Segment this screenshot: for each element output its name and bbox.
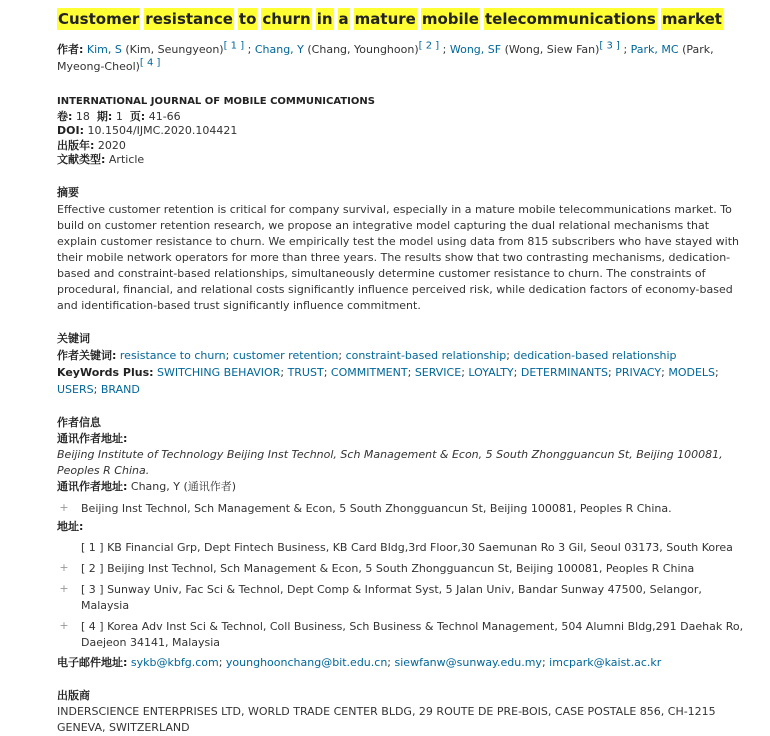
- keywords-plus-row: [57, 364, 750, 398]
- keyword-plus-link[interactable]: USERS: [57, 382, 94, 396]
- corr-label-2: 通讯作者地址:: [57, 479, 128, 493]
- source-info: [57, 95, 750, 168]
- publisher-text: INDERSCIENCE ENTERPRISES LTD, WORLD TRADE CENTER BLDG, 29 ROUTE DE PRE-BOIS, CASE POSTALE 856, CH-1215 GENEVA, SWITZERLAND: [57, 704, 716, 734]
- author-ref-link[interactable]: [ 3 ]: [599, 40, 620, 52]
- volume-value: 18: [75, 109, 90, 123]
- expand-plus-icon[interactable]: +: [59, 560, 69, 574]
- title-word: resistance: [145, 10, 233, 28]
- author-link[interactable]: Wong, SF: [449, 43, 502, 56]
- doctype-value: Article: [108, 153, 145, 166]
- corr-author-row: [57, 479, 750, 495]
- author-keyword-link[interactable]: resistance to churn: [119, 348, 226, 362]
- corr-label-1: 通讯作者地址:: [57, 431, 128, 445]
- abstract-heading: 摘要: [57, 185, 79, 199]
- doi-label: DOI:: [57, 124, 84, 137]
- email-label: 电子邮件地址:: [57, 655, 128, 669]
- author-ref-link[interactable]: [ 2 ]: [418, 40, 440, 52]
- author-info-heading: 作者信息: [57, 415, 101, 429]
- address-text: [ 4 ] Korea Adv Inst Sci & Technol, Coll Business, Sch Business & Technol Management, 504 Alumni Bldg,291 Daehak Ro, Daejeon 34141, Malaysia: [81, 619, 744, 649]
- address-label: 地址:: [57, 519, 84, 533]
- title-word: mobile: [421, 10, 479, 28]
- corr-address-1: Beijing Institute of Technology Beijing Inst Technol, Sch Management & Econ, 5 South Zhongguancun St, Beijing 100081, Peoples R China.: [57, 447, 723, 477]
- title-word: churn: [262, 10, 311, 28]
- doctype-label: 文献类型:: [57, 153, 106, 166]
- authors-label: 作者:: [57, 43, 84, 56]
- author-full-name: (Wong, Siew Fan): [504, 43, 600, 56]
- author-keyword-link[interactable]: constraint-based relationship: [345, 348, 507, 362]
- keyword-plus-link[interactable]: SERVICE: [414, 365, 462, 379]
- author-link[interactable]: Park, MC: [630, 43, 679, 56]
- doctype-row: [57, 153, 750, 168]
- year-row: [57, 139, 750, 154]
- volume-issue-pages: [57, 110, 750, 125]
- keyword-plus-link[interactable]: LOYALTY: [468, 365, 514, 379]
- author-link[interactable]: Chang, Y: [254, 43, 304, 56]
- journal-name: INTERNATIONAL JOURNAL OF MOBILE COMMUNICATIONS: [57, 96, 375, 107]
- author-ref-link[interactable]: [ 1 ]: [223, 40, 245, 52]
- author-keyword-link[interactable]: customer retention: [232, 348, 339, 362]
- author-link[interactable]: Kim, S: [86, 43, 122, 56]
- expand-plus-icon[interactable]: +: [59, 581, 69, 595]
- corr-author-name: Chang, Y (通讯作者): [130, 479, 237, 493]
- pages-label: 页:: [129, 109, 146, 123]
- author-full-name: (Park, Myeong-Cheol): [57, 43, 714, 73]
- keyword-plus-link[interactable]: TRUST: [287, 365, 324, 379]
- author-keyword-link[interactable]: dedication-based relationship: [513, 348, 677, 362]
- doi-value: 10.1504/IJMC.2020.104421: [87, 124, 238, 137]
- address-list: [57, 540, 750, 651]
- address-text: [ 2 ] Beijing Inst Technol, Sch Management & Econ, 5 South Zhongguancun St, Beijing 100081, Peoples R China: [81, 561, 695, 575]
- abstract-text: Effective customer retention is critical for company survival, especially in a mature mobile telecommunications market. To build on customer retention research, we propose an integrative model capturing the dual relational mechanisms that explain customer resistance to churn. We empirically test the model using data from 815 subscribers who have stayed with their mobile network operators for more than three years. The results show that two contrasting mechanisms, dedication-based and constraint-based relationships, simultaneously determine customer resistance to churn. The constraints of procedural, financial, and relational costs significantly influence perceived risk, while dedication factors of economy-based and identification-based trust significantly influence commitment.: [57, 202, 740, 312]
- email-link[interactable]: younghoonchang@bit.edu.cn: [225, 655, 388, 669]
- address-text: [ 1 ] KB Financial Grp, Dept Fintech Business, KB Card Bldg,3rd Floor,30 Saemunan Ro 3 Gil, Seoul 03173, South Korea: [81, 540, 733, 554]
- title-word: telecommunications: [484, 10, 656, 28]
- email-link[interactable]: imcpark@kaist.ac.kr: [549, 655, 662, 669]
- authors-list: Kim, S (Kim, Seungyeon)[ 1 ] ; Chang, Y (Chang, Younghoon)[ 2 ] ; Wong, SF (Wong, Siew Fan)[ 3 ] ; Park, MC (Park, Myeong-Cheol)[ 4 ]: [57, 40, 714, 73]
- title-word: market: [661, 10, 722, 28]
- keyword-plus-link[interactable]: DETERMINANTS: [520, 365, 609, 379]
- address-item: [57, 540, 750, 556]
- expand-plus-icon[interactable]: +: [59, 500, 69, 514]
- issue-label: 期:: [96, 109, 113, 123]
- author-full-name: (Kim, Seungyeon): [125, 43, 224, 56]
- keyword-plus-link[interactable]: MODELS: [668, 365, 716, 379]
- email-link[interactable]: siewfanw@sunway.edu.my: [394, 655, 542, 669]
- keywords-heading: 关键词: [57, 331, 90, 345]
- keyword-plus-link[interactable]: COMMITMENT: [330, 365, 408, 379]
- email-link[interactable]: sykb@kbfg.com: [130, 655, 219, 669]
- issue-value: 1: [115, 109, 123, 123]
- title-word: mature: [354, 10, 416, 28]
- corr-address-2-row: [57, 501, 750, 517]
- publisher-heading: 出版商: [57, 688, 90, 702]
- email-row: [57, 655, 750, 671]
- doi-row: [57, 124, 750, 139]
- author-keywords-label: 作者关键词:: [57, 348, 117, 362]
- volume-label: 卷:: [57, 109, 73, 123]
- keywords-plus-label: KeyWords Plus:: [57, 365, 154, 379]
- corr-address-2: Beijing Inst Technol, Sch Management & Econ, 5 South Zhongguancun St, Beijing 100081, Peoples R China.: [81, 501, 672, 515]
- authors-block: [57, 41, 750, 75]
- year-value: 2020: [97, 138, 126, 152]
- author-keywords-row: [57, 347, 750, 364]
- keywords-plus-list: SWITCHING BEHAVIOR; TRUST; COMMITMENT; SERVICE; LOYALTY; DETERMINANTS; PRIVACY; MODELS; USERS; BRAND: [57, 365, 719, 396]
- author-keywords-list: resistance to churn; customer retention; constraint-based relationship; dedication-based relationship: [119, 348, 677, 362]
- author-full-name: (Chang, Younghoon): [307, 43, 419, 56]
- address-text: [ 3 ] Sunway Univ, Fac Sci & Technol, Dept Comp & Informat Syst, 5 Jalan Univ, Bandar Sunway 47500, Selangor, Malaysia: [81, 582, 702, 612]
- title-word: a: [338, 10, 349, 28]
- title-word: to: [238, 10, 257, 28]
- author-ref-link[interactable]: [ 4 ]: [139, 57, 161, 69]
- pages-value: 41-66: [148, 109, 181, 123]
- title-word: Customer: [58, 10, 140, 28]
- keyword-plus-link[interactable]: SWITCHING BEHAVIOR: [157, 365, 281, 379]
- address-item: [57, 619, 750, 651]
- email-list: sykb@kbfg.com; younghoonchang@bit.edu.cn; siewfanw@sunway.edu.my; imcpark@kaist.ac.kr: [130, 655, 662, 669]
- expand-plus-icon[interactable]: +: [59, 618, 69, 632]
- year-label: 出版年:: [57, 138, 95, 152]
- article-title: [57, 8, 750, 30]
- address-item: [57, 561, 750, 577]
- corr-address-label-1: [57, 431, 750, 447]
- keyword-plus-link[interactable]: PRIVACY: [615, 365, 662, 379]
- address-item: [57, 582, 750, 614]
- title-word: in: [316, 10, 333, 28]
- address-label-row: [57, 519, 750, 535]
- keyword-plus-link[interactable]: BRAND: [100, 382, 140, 396]
